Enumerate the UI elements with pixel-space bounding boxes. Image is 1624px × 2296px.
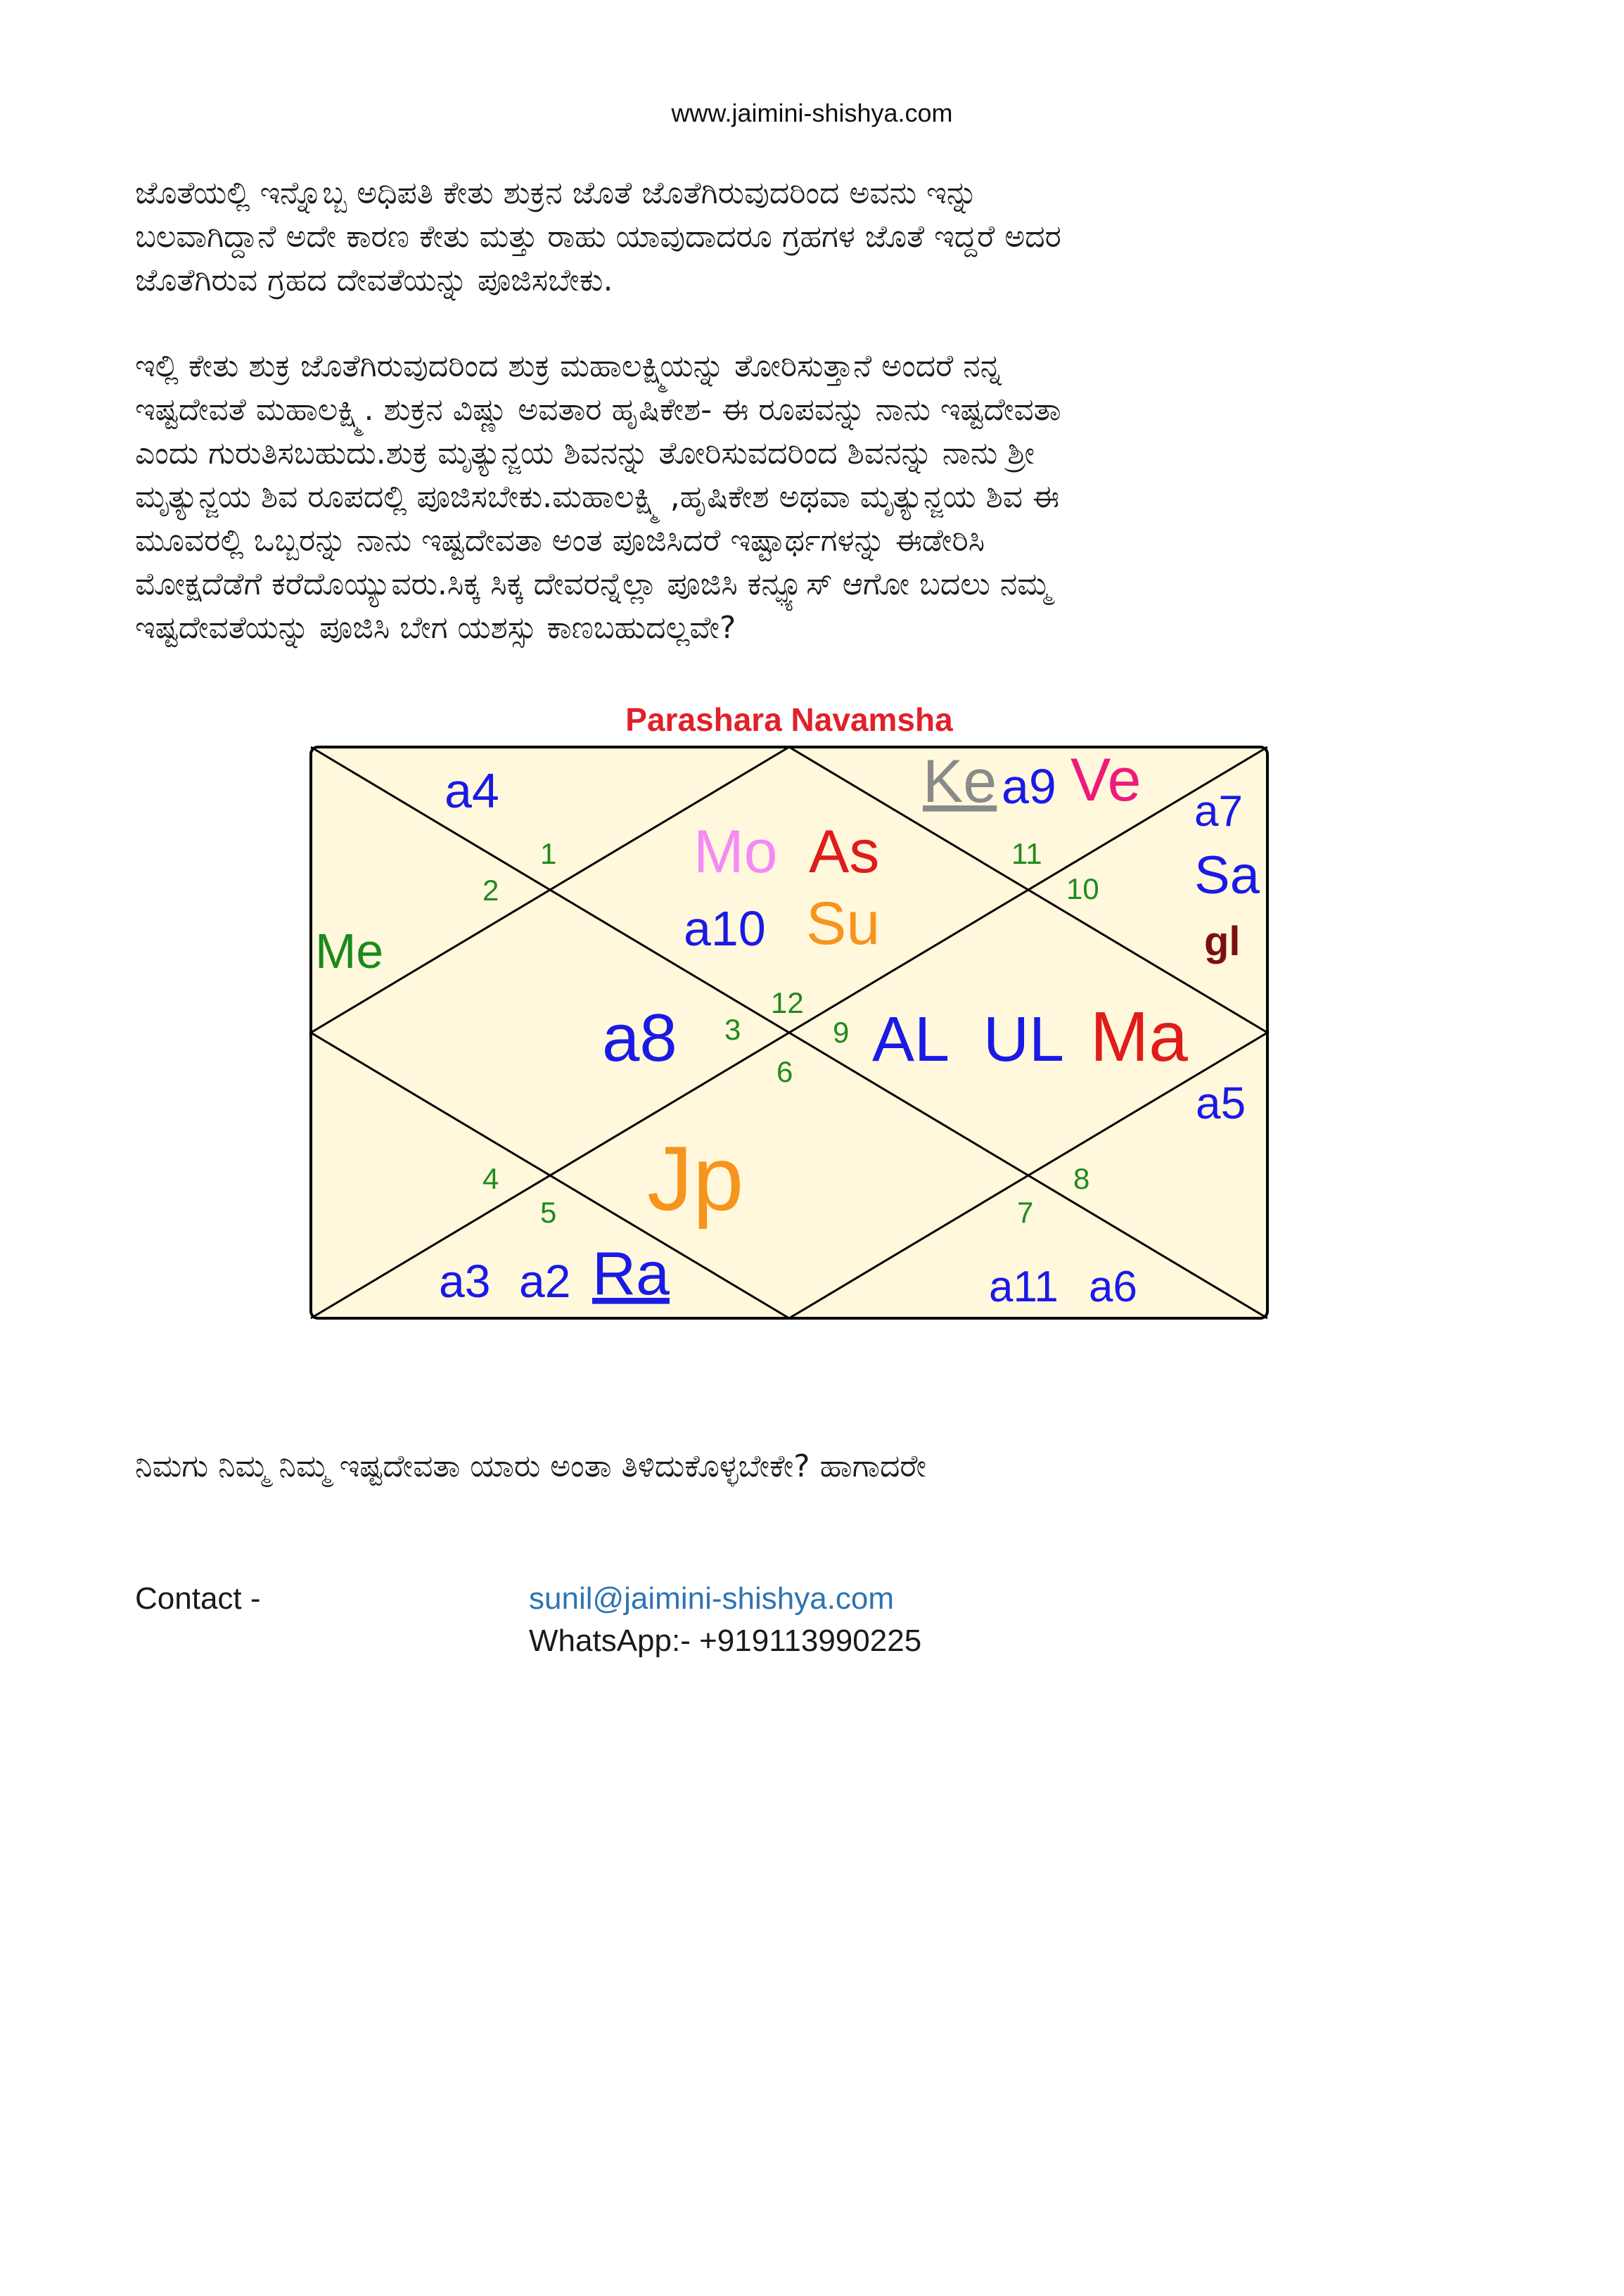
label-a9: a9 bbox=[1002, 759, 1056, 814]
paragraph-3 bbox=[135, 1445, 1514, 1488]
contact-email-link[interactable]: sunil@jaimini-shishya.com bbox=[529, 1581, 895, 1616]
house-number-11: 11 bbox=[1011, 837, 1042, 870]
paragraph-line: ಬಲವಾಗಿದ್ದಾನೆ ಅದೇ ಕಾರಣ ಕೇತು ಮತ್ತು ರಾಹು ಯಾವುದಾದರೂ ಗ್ರಹಗಳ ಜೊತೆ ಇದ್ದರೆ ಅದರ bbox=[135, 219, 1061, 255]
house-number-10: 10 bbox=[1066, 872, 1099, 905]
site-url-header[interactable]: www.jaimini-shishya.com bbox=[671, 98, 953, 127]
house-number-2: 2 bbox=[482, 874, 499, 907]
label-jp: Jp bbox=[647, 1127, 744, 1230]
label-ke: Ke bbox=[923, 748, 997, 815]
label-su: Su bbox=[806, 890, 881, 957]
label-ve: Ve bbox=[1070, 746, 1142, 814]
label-a11: a11 bbox=[989, 1263, 1059, 1311]
house-number-12: 12 bbox=[771, 986, 804, 1019]
label-a4: a4 bbox=[445, 763, 499, 818]
paragraph-line: ಮೂವರಲ್ಲಿ ಒಬ್ಬರನ್ನು ನಾನು ಇಷ್ಟದೇವತಾ ಅಂತ ಪೂಜಿಸಿದರೆ ಇಷ್ಟಾರ್ಥಗಳನ್ನು ಈಡೇರಿಸಿ bbox=[135, 523, 985, 559]
label-ra: Ra bbox=[592, 1240, 670, 1308]
paragraph-line: ಜೊತೆಯಲ್ಲಿ ಇನ್ನೊಬ್ಬ ಅಧಿಪತಿ ಕೇತು ಶುಕ್ರನ ಜೊತೆ ಜೊತೆಗಿರುವುದರಿಂದ ಅವನು ಇನ್ನು bbox=[135, 175, 978, 211]
paragraph-line: ಜೊತೆಗಿರುವ ಗ್ರಹದ ದೇವತೆಯನ್ನು ಪೂಜಿಸಬೇಕು. bbox=[135, 262, 613, 298]
paragraph-line: ನಿಮಗು ನಿಮ್ಮ ನಿಮ್ಮ ಇಷ್ಟದೇವತಾ ಯಾರು ಅಂತಾ ತಿಳಿದುಕೊಳ್ಳಬೇಕೇ? ಹಾಗಾದರೇ bbox=[135, 1448, 927, 1484]
label-me: Me bbox=[315, 924, 384, 978]
label-as: As bbox=[809, 818, 880, 886]
label-a2: a2 bbox=[519, 1255, 571, 1307]
paragraph-line: ಇಷ್ಟದೇವತೆ ಮಹಾಲಕ್ಷ್ಮಿ. ಶುಕ್ರನ ವಿಷ್ಣು ಅವತಾರ ಹೃಷಿಕೇಶ- ಈ ರೂಪವನ್ನು ನಾನು ಇಷ್ಟದೇವತಾ bbox=[135, 392, 1061, 428]
label-a8: a8 bbox=[602, 1000, 677, 1076]
chart-title: Parashara Navamsha bbox=[625, 701, 953, 738]
paragraph-1 bbox=[135, 172, 1514, 302]
label-a3: a3 bbox=[439, 1255, 491, 1307]
navamsha-chart bbox=[307, 701, 1272, 1324]
contact-whatsapp: WhatsApp:- +919113990225 bbox=[529, 1624, 922, 1658]
paragraph-line: ಇಷ್ಟದೇವತೆಯನ್ನು ಪೂಜಿಸಿ ಬೇಗ ಯಶಸ್ಸು ಕಾಣಬಹುದಲ್ಲವೇ? bbox=[135, 610, 736, 646]
label-sa: Sa bbox=[1194, 846, 1260, 905]
house-number-7: 7 bbox=[1017, 1196, 1034, 1229]
house-number-9: 9 bbox=[833, 1016, 850, 1049]
paragraph-2 bbox=[135, 345, 1514, 650]
house-number-6: 6 bbox=[776, 1055, 793, 1088]
paragraph-line: ಮೃತ್ಯುನ್ಜಯ ಶಿವ ರೂಪದಲ್ಲಿ ಪೂಜಿಸಬೇಕು.ಮಹಾಲಕ್ಷ್ಮಿ ,ಹೃಷಿಕೇಶ ಅಥವಾ ಮೃತ್ಯುನ್ಜಯ ಶಿವ ಈ bbox=[135, 479, 1060, 515]
label-ul: UL bbox=[983, 1005, 1065, 1075]
house-number-4: 4 bbox=[482, 1162, 499, 1195]
label-mo: Mo bbox=[693, 818, 778, 886]
paragraph-line: ಇಲ್ಲಿ ಕೇತು ಶುಕ್ರ ಜೊತೆಗಿರುವುದರಿಂದ ಶುಕ್ರ ಮಹಾಲಕ್ಷ್ಮಿಯನ್ನು ತೋರಿಸುತ್ತಾನೆ ಅಂದರೆ ನನ್ನ bbox=[135, 348, 1002, 384]
house-number-5: 5 bbox=[540, 1196, 557, 1229]
label-al: AL bbox=[872, 1005, 950, 1075]
label-a5: a5 bbox=[1196, 1078, 1246, 1128]
house-number-3: 3 bbox=[724, 1013, 741, 1046]
paragraph-line: ಎಂದು ಗುರುತಿಸಬಹುದು.ಶುಕ್ರ ಮೃತ್ಯುನ್ಜಯ ಶಿವನನ್ನು ತೋರಿಸುವದರಿಂದ ಶಿವನನ್ನು ನಾನು ಶ್ರೀ bbox=[135, 435, 1035, 471]
label-a10: a10 bbox=[684, 901, 766, 956]
label-a6: a6 bbox=[1089, 1263, 1137, 1311]
label-ma: Ma bbox=[1090, 997, 1188, 1076]
house-number-1: 1 bbox=[540, 837, 557, 870]
label-gl: gl bbox=[1204, 919, 1241, 964]
chart-diagram bbox=[307, 744, 1272, 1321]
label-a7: a7 bbox=[1194, 787, 1243, 836]
paragraph-line: ಮೋಕ್ಷದೆಡೆಗೆ ಕರೆದೊಯ್ಯುವರು.ಸಿಕ್ಕ ಸಿಕ್ಕ ದೇವರನ್ನೆಲ್ಲಾ ಪೂಜಿಸಿ ಕನ್ಫ್ಯೂಸ್ ಆಗೋ ಬದಲು ನಮ್ಮ bbox=[135, 566, 1051, 602]
house-number-8: 8 bbox=[1073, 1162, 1090, 1195]
contact-label: Contact - bbox=[135, 1581, 261, 1616]
